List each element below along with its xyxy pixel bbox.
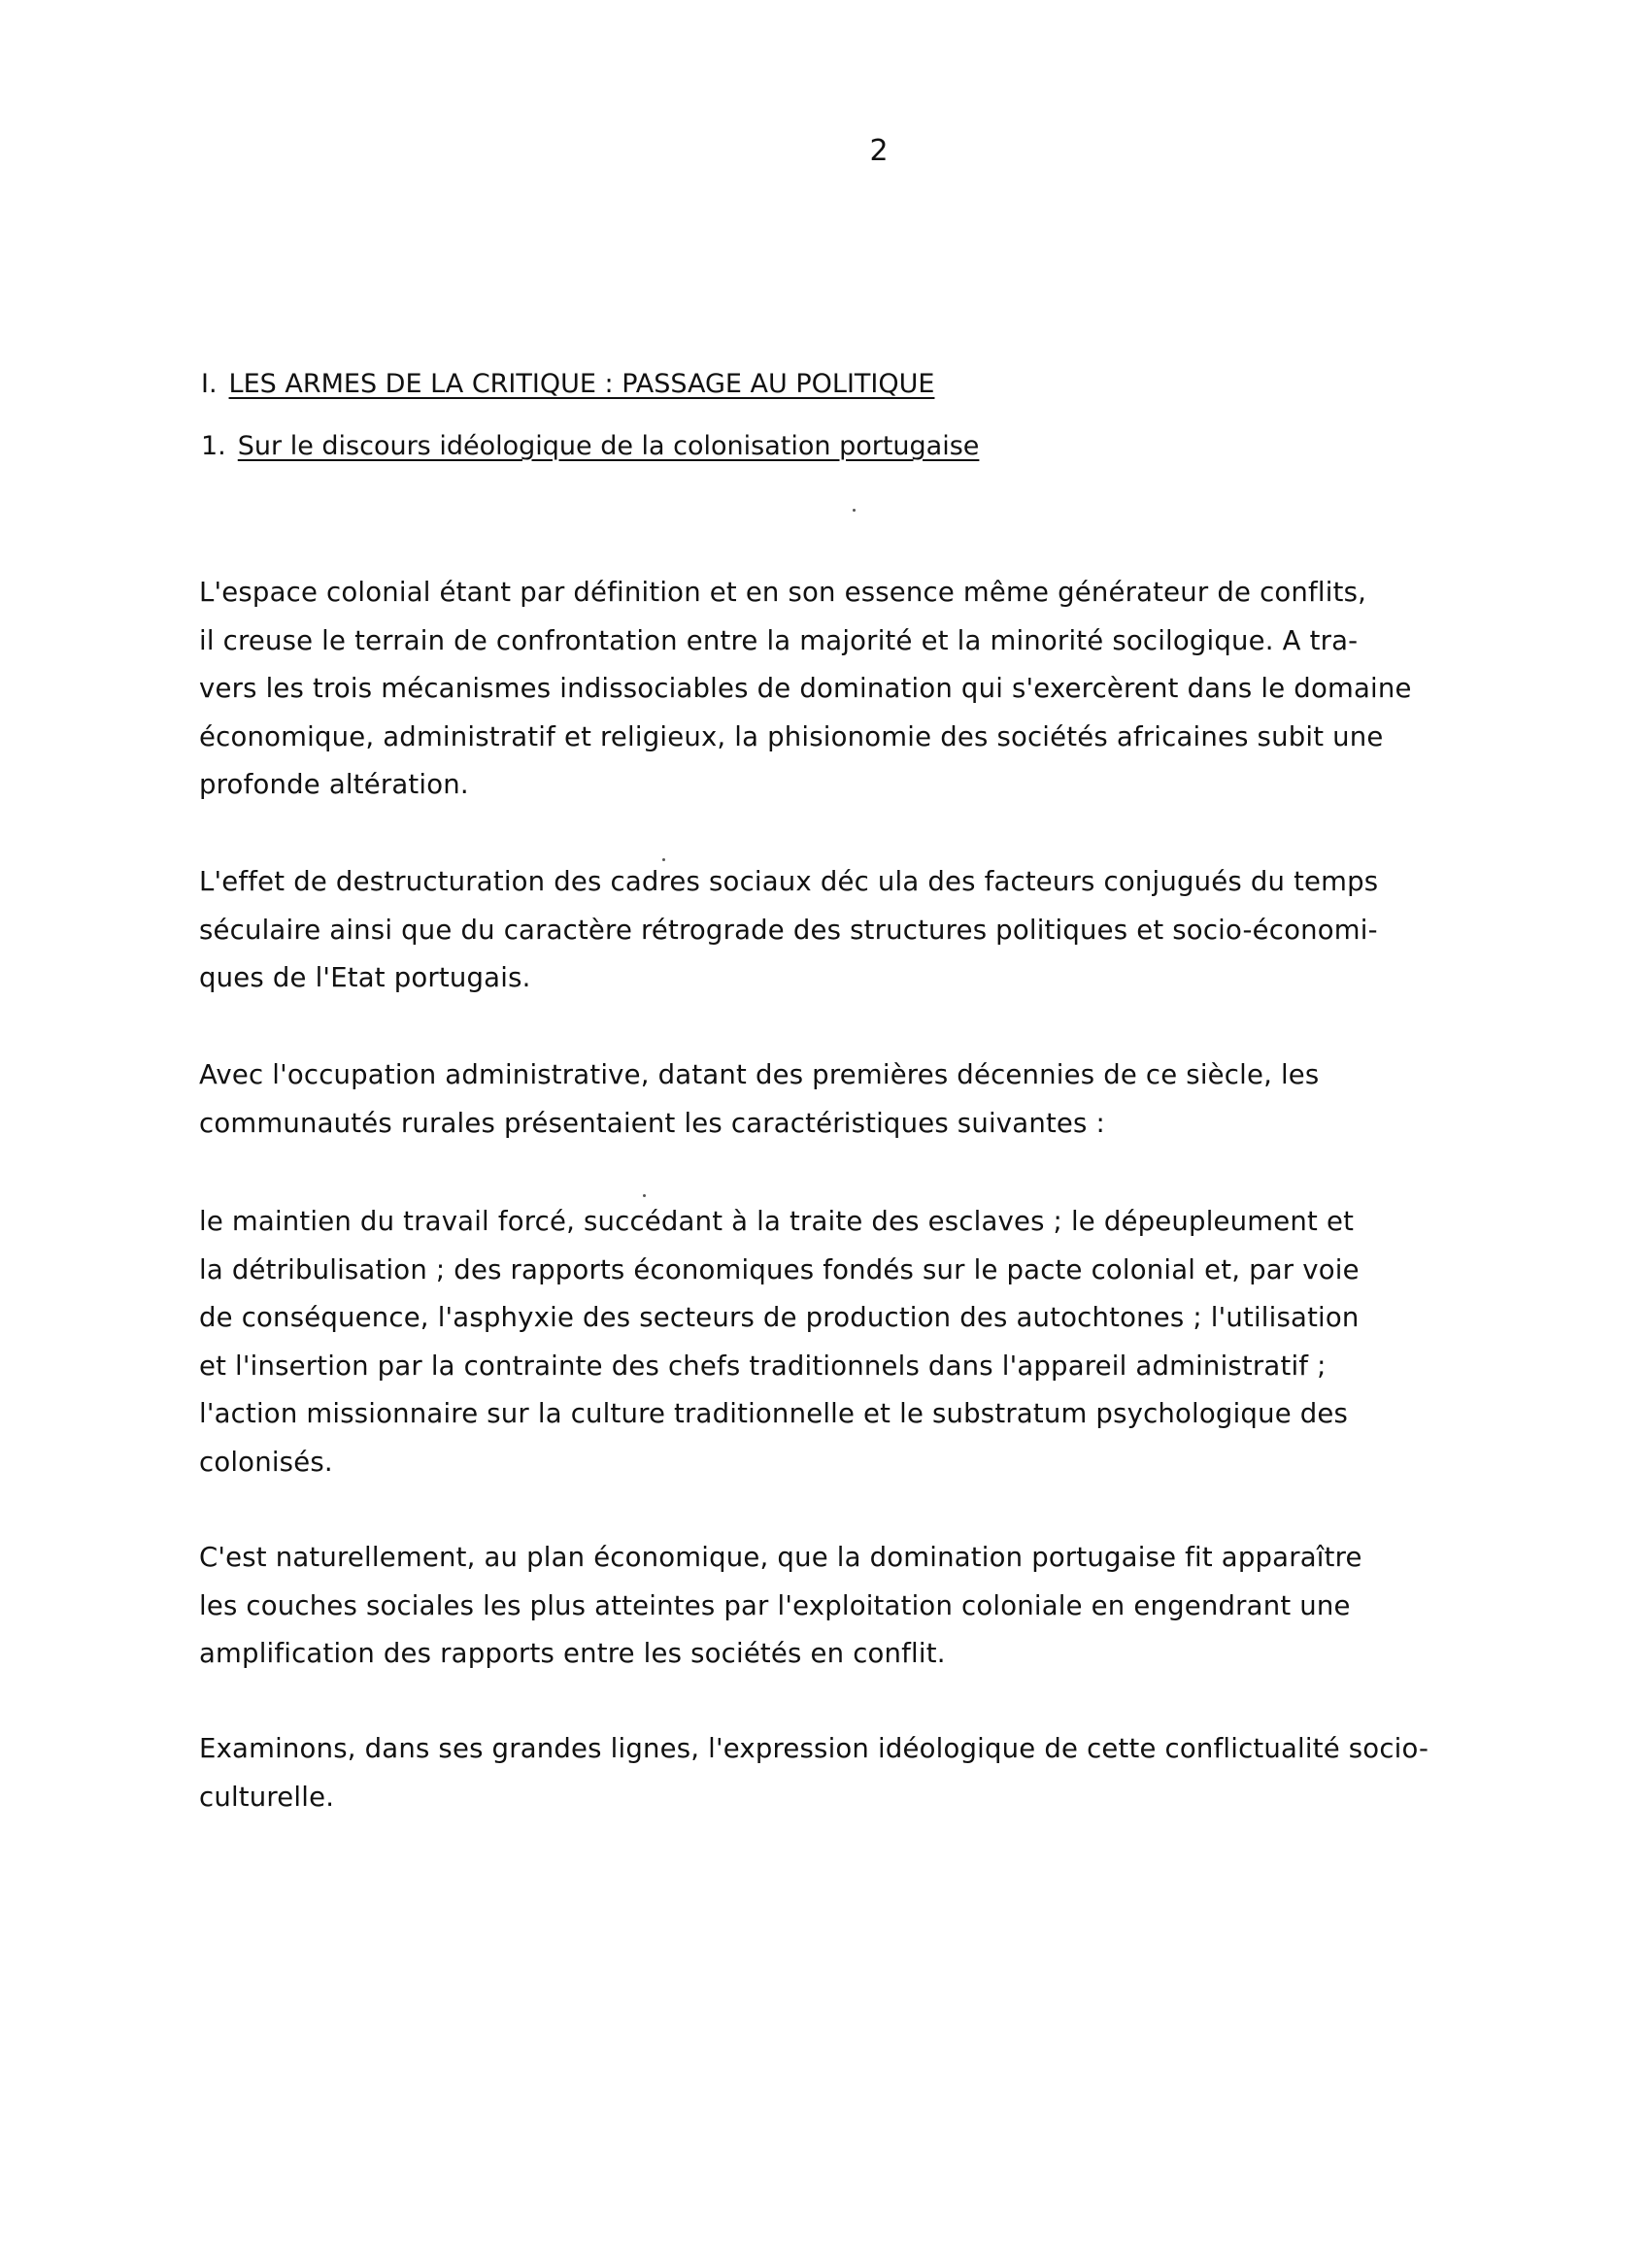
text-line: la détribulisation ; des rapports économiques fondés sur le pacte colonial et, par voie	[199, 1253, 1360, 1285]
scan-speck	[662, 858, 665, 861]
text-line: culturelle.	[199, 1781, 335, 1813]
text-line: profonde altération.	[199, 769, 469, 801]
section-heading	[201, 369, 934, 399]
text-line: il creuse le terrain de confrontation entre la majorité et la minorité socilogique. A tra-	[199, 624, 1359, 656]
text-line: et l'insertion par la contrainte des chefs traditionnels dans l'appareil administratif ;	[199, 1350, 1327, 1382]
paragraph	[199, 858, 1539, 1003]
text-line: colonisés.	[199, 1446, 333, 1478]
subsection-number: 1.	[201, 431, 226, 461]
section-number: I.	[201, 369, 218, 399]
text-line: C'est naturellement, au plan économique, que la domination portugaise fit apparaître	[199, 1542, 1362, 1573]
text-line: l'action missionnaire sur la culture traditionnelle et le substratum psychologique des	[199, 1398, 1349, 1430]
text-line: L'espace colonial étant par définition et en son essence même générateur de conflits,	[199, 577, 1367, 608]
paragraph	[199, 569, 1539, 810]
scan-speck	[853, 509, 856, 512]
paragraph	[199, 1051, 1539, 1148]
text-line: amplification des rapports entre les sociétés en conflit.	[199, 1638, 946, 1670]
text-line: L'effet de destructuration des cadres sociaux déc ula des facteurs conjugués du temps	[199, 866, 1379, 897]
subsection-heading	[201, 431, 979, 461]
text-line: le maintien du travail forcé, succédant à la traite des esclaves ; le dépeupleument et	[199, 1206, 1355, 1237]
text-line: communautés rurales présentaient les caractéristiques suivantes :	[199, 1107, 1105, 1139]
text-line: Avec l'occupation administrative, datant des premières décennies de ce siècle, les	[199, 1059, 1320, 1090]
section-title: LES ARMES DE LA CRITIQUE : PASSAGE AU POLITIQUE	[228, 369, 935, 399]
subsection-title: Sur le discours idéologique de la colonisation portugaise	[237, 431, 980, 461]
paragraph	[199, 1725, 1539, 1821]
text-line: vers les trois mécanismes indissociables de domination qui s'exercèrent dans le domaine	[199, 673, 1412, 705]
text-line: économique, administratif et religieux, la phisionomie des sociétés africaines subit une	[199, 720, 1384, 752]
text-line: les couches sociales les plus atteintes par l'exploitation coloniale en engendrant une	[199, 1589, 1351, 1621]
page-number: 2	[869, 134, 889, 168]
paragraph	[199, 1198, 1539, 1487]
text-line: séculaire ainsi que du caractère rétrograde des structures politiques et socio-économi-	[199, 914, 1378, 946]
text-line: Examinons, dans ses grandes lignes, l'expression idéologique de cette conflictualité socio-	[199, 1733, 1429, 1764]
text-line: ques de l'Etat portugais.	[199, 962, 531, 994]
text-line: de conséquence, l'asphyxie des secteurs de production des autochtones ; l'utilisation	[199, 1302, 1360, 1334]
paragraph	[199, 1534, 1539, 1679]
scan-speck	[643, 1194, 646, 1197]
